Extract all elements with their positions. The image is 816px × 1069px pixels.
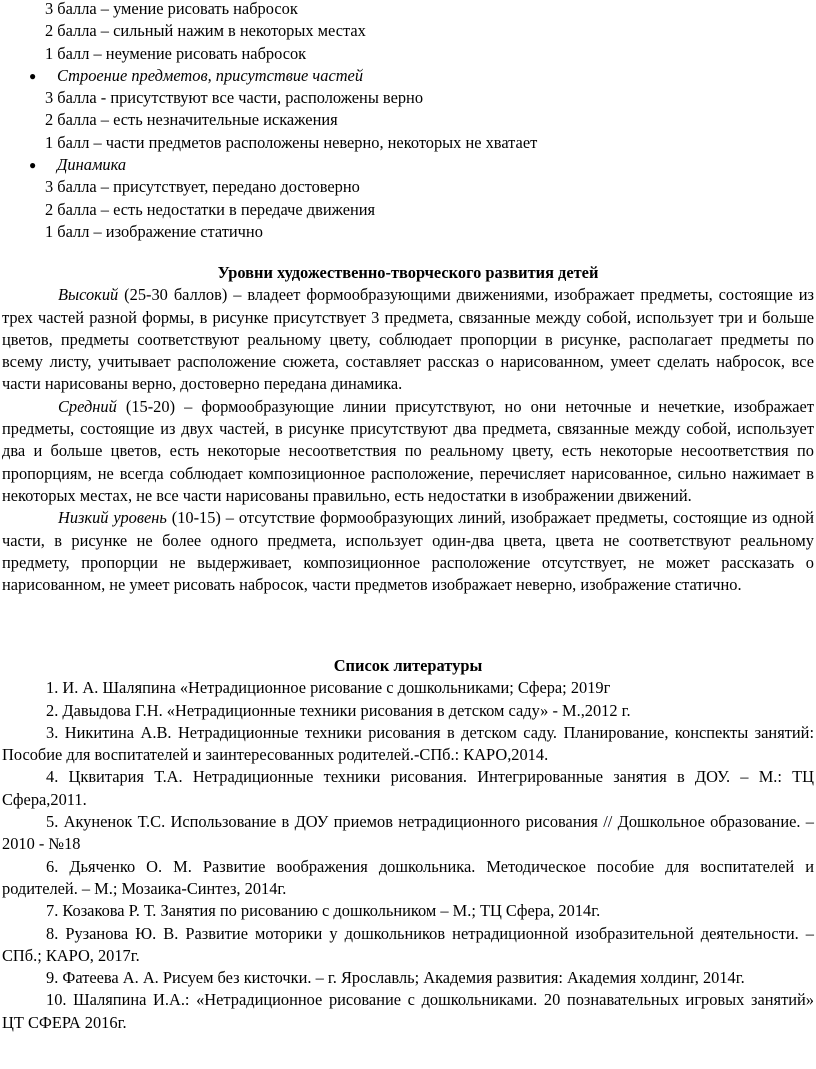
reference-item: 3. Никитина А.В. Нетрадиционные техники рисования в детском саду. Планирование, конспекты занятий: Пособие для воспитателей и заинтересованных родителей.-СПб.: КАРО,2014. bbox=[2, 722, 814, 765]
score-line: 1 балл – изображение статично bbox=[45, 221, 263, 241]
reference-item: 1. И. А. Шаляпина «Нетрадиционное рисование с дошкольниками; Сфера; 2019г bbox=[46, 678, 611, 698]
reference-item: 9. Фатеева А. А. Рисуем без кисточки. – г. Ярославль; Академия развития: Академия холдинг, 2014г. bbox=[46, 968, 745, 988]
references-heading: Список литературы bbox=[333, 656, 483, 675]
bullet-icon: ● bbox=[29, 158, 37, 173]
reference-item: 4. Цквитария Т.А. Нетрадиционные техники рисования. Интегрированные занятия в ДОУ. – М.: ТЦ Сфера,2011. bbox=[2, 767, 814, 809]
level-high-paragraph bbox=[2, 284, 814, 395]
criteria-section bbox=[0, 0, 816, 243]
references-section bbox=[0, 655, 816, 1034]
criterion-title: ● Строение предметов, присутствие частей bbox=[0, 65, 816, 87]
level-medium-label: Средний bbox=[58, 396, 117, 416]
level-high-text: (25-30 баллов) – владеет формообразующими движениями, изображает предметы, состоящие из трех частей разной формы, в рисунке присутствует 3 предмета, связанные между собой, использует три и больше цветов, предметы соответствуют реальному цвету, соблюдает пропорции в рисунке, располагает предметы по всему листу, учитывает расположение сюжета, составляет рассказ о нарисованном, умеет сделать набросок, все части нарисованы верно, достоверно передана динамика. bbox=[2, 285, 814, 394]
score-line: 2 балла – сильный нажим в некоторых местах bbox=[45, 21, 366, 41]
reference-item: 6. Дьяченко О. М. Развитие воображения дошкольника. Методическое пособие для воспитателей и родителей. – М.; Мозаика-Синтез, 2014г. bbox=[2, 856, 814, 898]
level-medium-paragraph bbox=[2, 396, 814, 507]
level-medium-text: (15-20) – формообразующие линии присутствуют, но они неточные и нечеткие, изображает предметы, состоящие из двух частей, в рисунке присутствуют два предмета, связанные между собой, использует два и больше цветов, есть некоторые несоответствия по реальному цвету, есть некоторые несоответствия по пропорциям, не всегда соблюдает композиционное расположение, перечисляет нарисованное, сильно нажимает в некоторых местах, не все части нарисованы правильно, есть недостатки в изображении движений. bbox=[2, 396, 814, 505]
level-high-label: Высокий bbox=[58, 285, 119, 305]
score-line: 2 балла – есть незначительные искажения bbox=[45, 110, 338, 130]
bullet-icon: ● bbox=[29, 68, 37, 83]
levels-section bbox=[0, 262, 816, 596]
score-line: 3 балла – умение рисовать набросок bbox=[45, 0, 298, 18]
reference-item: 2. Давыдова Г.Н. «Нетрадиционные техники рисования в детском саду» - М.,2012 г. bbox=[46, 700, 631, 720]
reference-item: 10. Шаляпина И.А.: «Нетрадиционное рисование с дошкольниками. 20 познавательных игровых занятий» ЦТ СФЕРА 2016г. bbox=[2, 990, 814, 1032]
level-low-label: Низкий уровень bbox=[58, 508, 167, 528]
criterion-title: ● Динамика bbox=[0, 154, 816, 176]
reference-item: 7. Козакова Р. Т. Занятия по рисованию с дошкольником – М.; ТЦ Сфера, 2014г. bbox=[46, 901, 601, 921]
reference-item: 8. Рузанова Ю. В. Развитие моторики у дошкольников нетрадиционной изобразительной деятельности. – СПб.; КАРО, 2017г. bbox=[2, 923, 814, 965]
score-line: 3 балла - присутствуют все части, расположены верно bbox=[45, 88, 424, 108]
score-line: 1 балл – неумение рисовать набросок bbox=[45, 43, 307, 63]
level-low-paragraph bbox=[2, 507, 814, 596]
levels-heading: Уровни художественно-творческого развития детей bbox=[217, 263, 599, 282]
level-low-text: (10-15) – отсутствие формообразующих линий, изображает предметы, состоящие из одной части, в рисунке не более одного предмета, использует один-два цвета, цвета не соответствуют реальному предмету, пропорции не выдерживает, композиционное расположение отсутствует, не может рассказать о нарисованном, не умеет рисовать набросок, части предметов изображает неверно, изображение статично. bbox=[2, 508, 814, 595]
reference-item: 5. Акуненок Т.С. Использование в ДОУ приемов нетрадиционного рисования // Дошкольное образование. – 2010 - №18 bbox=[2, 812, 814, 854]
score-line: 1 балл – части предметов расположены неверно, некоторых не хватает bbox=[45, 132, 538, 152]
score-line: 2 балла – есть недостатки в передаче движения bbox=[45, 199, 376, 219]
score-line: 3 балла – присутствует, передано достоверно bbox=[45, 177, 360, 197]
